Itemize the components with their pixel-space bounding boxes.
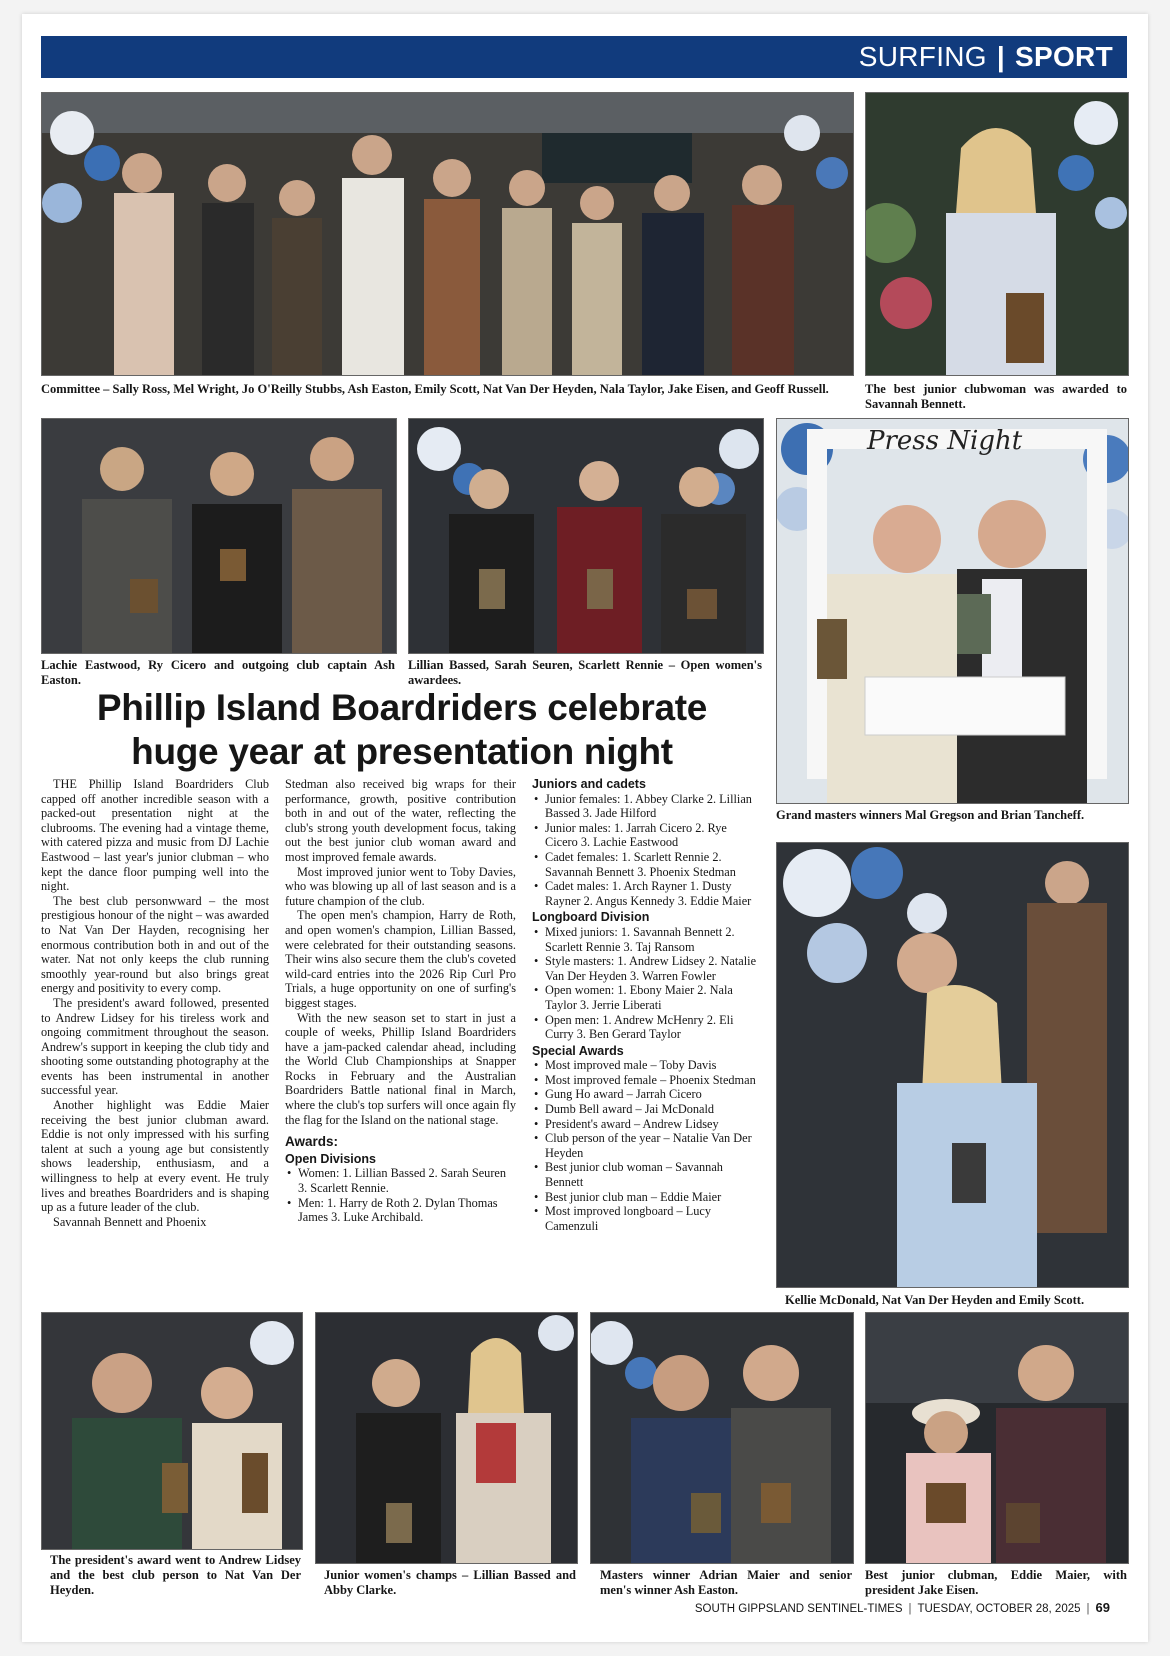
paragraph: Another highlight was Eddie Maier receiving the best junior clubman award. Eddie is not only impressed with his surfing talent at such a young age but consistently shows leadership, enthusiasm, and a willingness to help at every event. He truly lives and breathes Boardriders and is shaping up as a future leader of the club. xyxy=(41,1098,269,1215)
list-item: • President's award – Andrew Lidsey xyxy=(532,1117,762,1132)
grand-masters-photo xyxy=(776,418,1129,804)
masters-winner-caption: Masters winner Adrian Maier and senior men's winner Ash Easton. xyxy=(600,1568,852,1597)
junior-women-photo xyxy=(315,1312,578,1564)
list-item: • Junior males: 1. Jarrah Cicero 2. Rye Cicero 3. Lachie Eastwood xyxy=(532,821,762,850)
longboard-heading: Longboard Division xyxy=(532,910,650,925)
list-item: • Club person of the year – Natalie Van Der Heyden xyxy=(532,1131,762,1160)
committee-photo xyxy=(41,92,854,376)
juniors-heading: Juniors and cadets xyxy=(532,777,646,791)
paragraph: Savannah Bennett and Phoenix xyxy=(53,1214,207,1229)
page-footer: SOUTH GIPPSLAND SENTINEL-TIMES | TUESDAY, OCTOBER 28, 2025 | 69 xyxy=(694,1600,1110,1615)
junior-women-caption: Junior women's champs – Lillian Bassed and Abby Clarke. xyxy=(324,1568,576,1597)
list-item: • Junior females: 1. Abbey Clarke 2. Lillian Bassed 3. Jade Hilford xyxy=(532,792,762,821)
list-item: • Cadet females: 1. Scarlett Rennie 2. Savannah Bennett 3. Phoenix Stedman xyxy=(532,850,762,879)
section-banner: SURFING | SPORT xyxy=(41,36,1127,78)
juniors-list xyxy=(532,792,762,909)
list-item: • Cadet males: 1. Arch Rayner 1. Dusty Rayner 2. Angus Kennedy 3. Eddie Maier xyxy=(532,879,762,908)
article-column-2 xyxy=(285,777,516,1225)
category-label: SPORT xyxy=(1015,41,1113,72)
presidents-award-photo xyxy=(41,1312,303,1550)
press-night-sign-text: Press Night xyxy=(867,426,1023,456)
junior-clubman-photo xyxy=(865,1312,1129,1564)
publication-name: SOUTH GIPPSLAND SENTINEL-TIMES xyxy=(694,1603,903,1615)
article-column-1 xyxy=(41,777,269,1229)
list-item: • Women: 1. Lillian Bassed 2. Sarah Seuren 3. Scarlett Rennie. xyxy=(285,1166,516,1195)
headline-line-1: Phillip Island Boardriders celebrate xyxy=(96,687,708,728)
masters-winner-photo xyxy=(590,1312,854,1564)
list-item: • Open women: 1. Ebony Maier 2. Nala Taylor 3. Jerrie Liberati xyxy=(532,983,762,1012)
list-item: • Dumb Bell award – Jai McDonald xyxy=(532,1102,762,1117)
list-item: • Best junior club man – Eddie Maier xyxy=(532,1190,762,1205)
special-awards-heading: Special Awards xyxy=(532,1043,624,1058)
paragraph: Stedman also received big wraps for their performance, growth, positive contribution both in and out of the water, reflecting the club's strong youth development focus, taking out the best junior club woman award and most improved female awards. xyxy=(285,777,516,864)
list-item: • Most improved male – Toby Davis xyxy=(532,1058,762,1073)
issue-date: TUESDAY, OCTOBER 28, 2025 xyxy=(917,1603,1081,1615)
list-item: • Best junior club woman – Savannah Bennett xyxy=(532,1160,762,1189)
open-divisions-list xyxy=(285,1166,516,1224)
list-item: • Open men: 1. Andrew McHenry 2. Eli Curry 3. Ben Gerard Taylor xyxy=(532,1013,762,1042)
lachie-ry-ash-caption: Lachie Eastwood, Ry Cicero and outgoing club captain Ash Easton. xyxy=(41,658,395,687)
headline-line-2: huge year at presentation night xyxy=(131,731,673,772)
kellie-nat-emily-photo xyxy=(776,842,1129,1288)
open-women-caption: Lillian Bassed, Sarah Seuren, Scarlett Rennie – Open women's awardees. xyxy=(408,658,762,687)
awards-heading: Awards: xyxy=(285,1134,339,1150)
article-column-3 xyxy=(532,777,762,1233)
special-awards-list xyxy=(532,1058,762,1233)
longboard-list xyxy=(532,925,762,1042)
paragraph: The president's award followed, presented to Andrew Lidsey for his tireless work and ongoing commitment throughout the season. Andrew's support in keeping the club tidy and shooting some outstanding photography at the events has been instrumental in another successful year. xyxy=(41,995,269,1098)
article-headline xyxy=(41,686,763,774)
section-label: SURFING xyxy=(858,41,987,72)
paragraph: The best club personwward – the most prestigious honour of the night – was awarded to Nat Van Der Hayden, recognising her enormous contribution both in and out of the water. Nat not only keeps the club running smoothly year-round but also brings great energy and positivity to every comp. xyxy=(41,893,269,996)
list-item: • Most improved longboard – Lucy Camenzuli xyxy=(532,1204,762,1233)
committee-caption: Committee – Sally Ross, Mel Wright, Jo O'Reilly Stubbs, Ash Easton, Emily Scott, Nat Van Der Heyden, Nala Taylor, Jake Eisen, and Geoff Russell. xyxy=(41,382,829,396)
junior-clubwoman-caption: The best junior clubwoman was awarded to Savannah Bennett. xyxy=(865,382,1127,411)
page-number: 69 xyxy=(1095,1600,1110,1615)
grand-masters-caption: Grand masters winners Mal Gregson and Brian Tancheff. xyxy=(776,808,1085,822)
list-item: • Most improved female – Phoenix Stedman xyxy=(532,1073,762,1088)
junior-clubwoman-photo xyxy=(865,92,1129,376)
open-divisions-heading: Open Divisions xyxy=(285,1151,376,1166)
list-item: • Men: 1. Harry de Roth 2. Dylan Thomas James 3. Luke Archibald. xyxy=(285,1196,516,1225)
presidents-award-caption: The president's award went to Andrew Lidsey and the best club person to Nat Van Der Heyden. xyxy=(50,1553,301,1597)
open-women-photo xyxy=(408,418,764,654)
paragraph: With the new season set to start in just a couple of weeks, Phillip Island Boardriders have a jam-packed calendar ahead, including the World Club Championships at Snapper Rocks in February and the Australian Boardriders Battle national final in March, where the club's top surfers will once again fly the flag for the Island on the national stage. xyxy=(285,1010,516,1127)
list-item: • Style masters: 1. Andrew Lidsey 2. Natalie Van Der Heyden 3. Warren Fowler xyxy=(532,954,762,983)
list-item: • Gung Ho award – Jarrah Cicero xyxy=(532,1087,762,1102)
list-item: • Mixed juniors: 1. Savannah Bennett 2. Scarlett Rennie 3. Taj Ransom xyxy=(532,925,762,954)
paragraph: The open men's champion, Harry de Roth, and open women's champion, Lillian Bassed, were celebrated for their outstanding seasons. Their wins also secure them the club's coveted wild-card entries into the 2026 Rip Curl Pro Trials, a huge opportunity on one of surfing's biggest stages. xyxy=(285,908,516,1010)
kellie-nat-emily-caption: Kellie McDonald, Nat Van Der Heyden and Emily Scott. xyxy=(785,1293,1085,1307)
lachie-ry-ash-photo xyxy=(41,418,397,654)
paragraph: THE Phillip Island Boardriders Club capped off another incredible season with a packed-out presentation night at the clubrooms. The evening had a vintage theme, with catered pizza and music from DJ Lachie Eastwood – last year's junior clubman – who kept the dance floor pumping well into the night. xyxy=(41,777,269,894)
junior-clubman-caption: Best junior clubman, Eddie Maier, with president Jake Eisen. xyxy=(865,1568,1127,1597)
paragraph: Most improved junior went to Toby Davies, who was blowing up all of last season and is a future champion of the club. xyxy=(285,864,516,908)
